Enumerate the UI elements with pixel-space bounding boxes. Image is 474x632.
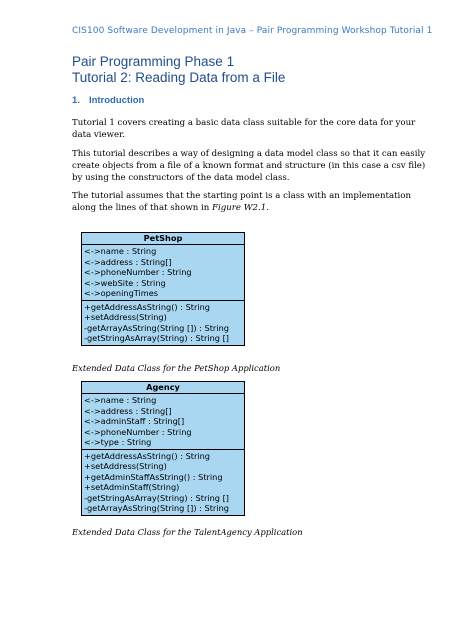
uml-attribute: <->name : String <box>84 395 157 405</box>
section-title: Introduction <box>88 95 145 106</box>
paragraph-line: by using the constructors of the data model class. <box>72 173 290 184</box>
paragraph-line: Tutorial 1 covers creating a basic data class suitable for the core data for your <box>72 118 416 128</box>
uml-operations <box>82 449 244 515</box>
paragraph-line: create objects from a file of a known format and structure (in this case a csv file) <box>72 161 426 172</box>
uml-operation: -getArrayAsString(String []) : String <box>84 503 229 513</box>
paragraph-line: data viewer. <box>72 130 125 141</box>
uml-operation: -getArrayAsString(String []) : String <box>84 322 229 333</box>
uml-attribute: <->address : String[] <box>84 405 172 416</box>
uml-attributes <box>82 394 244 449</box>
uml-attributes <box>82 245 244 300</box>
uml-class-name: Agency <box>82 382 244 394</box>
uml-class-name: PetShop <box>82 233 244 245</box>
uml-class-petshop <box>81 232 245 346</box>
uml-attribute: <->adminStaff : String[] <box>84 416 185 426</box>
paragraph-intro <box>72 117 416 141</box>
uml-operation: -getStringAsArray(String) : String [] <box>84 333 229 343</box>
paragraph-line: This tutorial describes a way of designing a data model class so that it can easily <box>72 149 426 159</box>
uml-attribute: <->name : String <box>84 246 157 256</box>
uml-operation: +setAddress(String) <box>84 461 167 471</box>
page-subtitle: Tutorial 2: Reading Data from a File <box>72 70 286 85</box>
section-heading <box>72 95 144 106</box>
uml-operation: +getAddressAsString() : String <box>84 301 210 312</box>
uml-attribute: <->phoneNumber : String <box>84 426 192 437</box>
page-title: Pair Programming Phase 1 <box>72 54 235 69</box>
uml-attribute: <->type : String <box>84 437 152 447</box>
figure-caption-petshop: Extended Data Class for the PetShop Application <box>72 363 281 373</box>
uml-operation: +getAdminStaffAsString() : String <box>84 471 223 482</box>
paragraph-line: along the lines of that shown in Figure W2.1. <box>72 203 269 214</box>
figure-caption-agency: Extended Data Class for the TalentAgency Application <box>72 527 303 537</box>
page-header: CIS100 Software Development in Java – Pair Programming Workshop Tutorial 1 <box>72 26 433 36</box>
uml-operation: +setAdminStaff(String) <box>84 482 180 492</box>
uml-attribute: <->address : String[] <box>84 256 172 267</box>
uml-attribute: <->openingTimes <box>84 288 159 298</box>
uml-operations <box>82 300 244 345</box>
paragraph-assumption <box>72 190 412 214</box>
paragraph-description <box>72 148 426 185</box>
uml-operation: +setAddress(String) <box>84 312 167 322</box>
uml-attribute: <->webSite : String <box>84 277 166 288</box>
figure-reference: Figure W2.1 <box>212 203 267 214</box>
uml-operation: +getAddressAsString() : String <box>84 450 210 461</box>
section-number: 1. <box>72 95 80 106</box>
uml-operation: -getStringAsArray(String) : String [] <box>84 492 229 503</box>
paragraph-line: The tutorial assumes that the starting point is a class with an implementation <box>72 191 412 201</box>
uml-attribute: <->phoneNumber : String <box>84 267 192 277</box>
uml-class-agency <box>81 381 245 516</box>
